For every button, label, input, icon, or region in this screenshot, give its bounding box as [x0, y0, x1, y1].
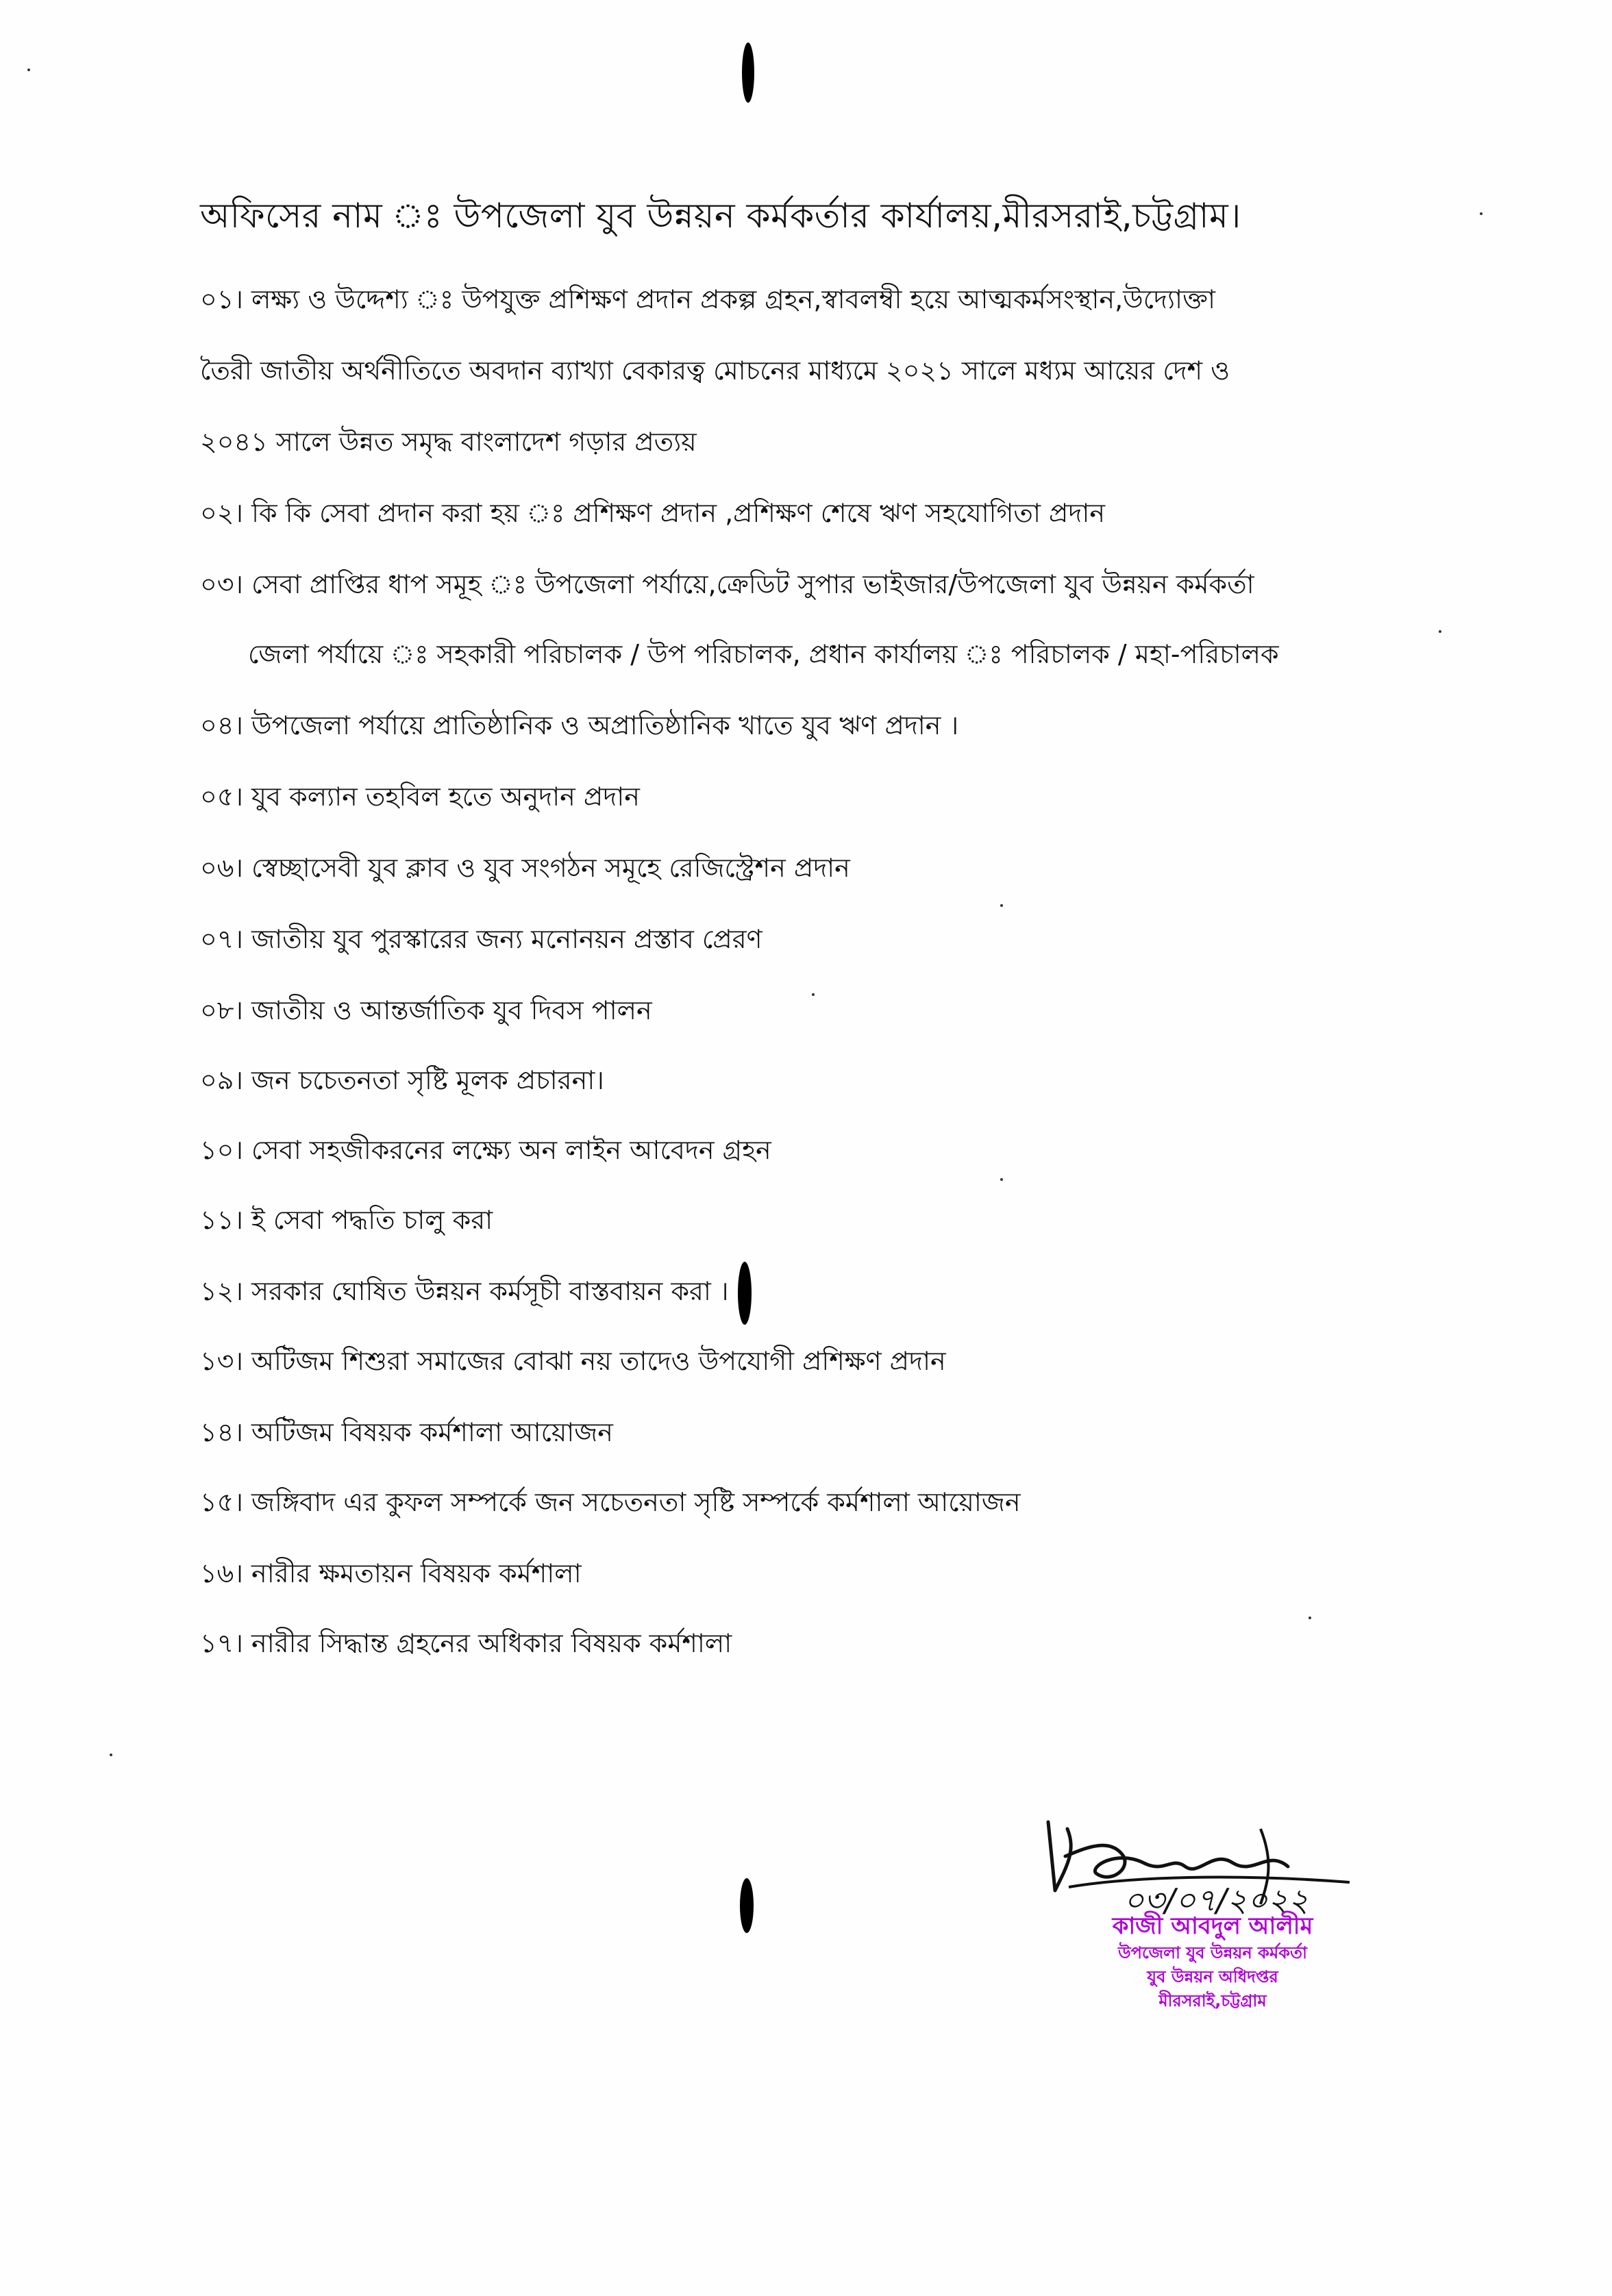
scan-dot	[1000, 1178, 1003, 1181]
item-13: ১৩। অটিজম শিশুরা সমাজের বোঝা নয় তাদেও উপযোগী প্রশিক্ষণ প্রদান	[200, 1346, 946, 1376]
stamp-department: যুব উন্নয়ন অধিদপ্তর	[1147, 1967, 1278, 1986]
item-03-line-1: ০৩। সেবা প্রাপ্তির ধাপ সমূহ ঃ উপজেলা পর্যায়ে,ক্রেডিট সুপার ভাইজার/উপজেলা যুব উন্নয়ন কর্মকর্তা	[200, 569, 1254, 599]
scan-mark-top	[742, 42, 754, 103]
item-06: ০৬। স্বেচ্ছাসেবী যুব ক্লাব ও যুব সংগঠন সমূহে রেজিস্ট্রেশন প্রদান	[200, 853, 850, 883]
signature-date: ০৩/০৭/২০২২	[1124, 1882, 1309, 1919]
item-17: ১৭। নারীর সিদ্ধান্ত গ্রহনের অধিকার বিষয়ক কর্মশালা	[200, 1628, 732, 1658]
scan-dot	[1439, 630, 1441, 633]
item-01-line-2: তৈরী জাতীয় অর্থনীতিতে অবদান ব্যাখ্যা বেকারত্ব মোচনের মাধ্যমে ২০২১ সালে মধ্যম আয়ের দেশ ও	[200, 355, 1230, 386]
stamp-name: কাজী আবদুল আলীম	[1112, 1912, 1313, 1940]
item-09: ০৯। জন চচেতনতা সৃষ্টি মূলক প্রচারনা।	[200, 1065, 604, 1095]
official-stamp	[1048, 1911, 1377, 2013]
item-16: ১৬। নারীর ক্ষমতায়ন বিষয়ক কর্মশালা	[200, 1558, 582, 1588]
item-12: ১২। সরকার ঘোষিত উন্নয়ন কর্মসূচী বাস্তবায়ন করা ।	[200, 1276, 729, 1306]
item-01-line-3: ২০৪১ সালে উন্নত সমৃদ্ধ বাংলাদেশ গড়ার প্রত্যয়	[200, 427, 697, 457]
item-01-line-1: ০১। লক্ষ্য ও উদ্দেশ্য ঃ উপযুক্ত প্রশিক্ষণ প্রদান প্রকল্প গ্রহন,স্বাবলম্বী হয়ে আত্মকর্মসংস্থান,উদ্যোক্তা	[200, 284, 1215, 314]
item-07: ০৭। জাতীয় যুব পুরস্কারের জন্য মনোনয়ন প্রস্তাব প্রেরণ	[200, 924, 762, 954]
item-11: ১১। ই সেবা পদ্ধতি চালু করা	[200, 1205, 493, 1235]
item-05: ০৫। যুব কল্যান তহবিল হতে অনুদান প্রদান	[200, 782, 640, 812]
stamp-designation: উপজেলা যুব উন্নয়ন কর্মকর্তা	[1118, 1943, 1307, 1963]
item-02: ০২। কি কি সেবা প্রদান করা হয় ঃ প্রশিক্ষণ প্রদান ,প্রশিক্ষণ শেষে ঋণ সহযোগিতা প্রদান	[200, 498, 1106, 528]
item-03-line-2: জেলা পর্যায়ে ঃ সহকারী পরিচালক / উপ পরিচালক, প্রধান কার্যালয় ঃ পরিচালক / মহা-পরিচালক	[248, 639, 1279, 669]
scan-dot	[110, 1754, 112, 1756]
scan-dot	[1309, 1617, 1311, 1619]
scan-dot	[1480, 212, 1483, 215]
item-04: ০৪। উপজেলা পর্যায়ে প্রাতিষ্ঠানিক ও অপ্রাতিষ্ঠানিক খাতে যুব ঋণ প্রদান ।	[200, 710, 959, 740]
document-title: অফিসের নাম ঃ উপজেলা যুব উন্নয়ন কর্মকর্তার কার্যালয়,মীরসরাই,চট্টগ্রাম।	[200, 196, 1241, 236]
scan-dot	[812, 993, 815, 996]
stamp-location: মীরসরাই,চট্টগ্রাম	[1158, 1991, 1267, 2010]
scan-dot	[1000, 904, 1003, 907]
item-08: ০৮। জাতীয় ও আন্তর্জাতিক যুব দিবস পালন	[200, 995, 652, 1025]
item-10: ১০। সেবা সহজীকরনের লক্ষ্যে অন লাইন আবেদন গ্রহন	[200, 1135, 771, 1165]
scan-dot	[27, 68, 30, 71]
scan-mark-middle	[738, 1262, 752, 1325]
item-15: ১৫। জঙ্গিবাদ এর কুফল সম্পর্কে জন সচেতনতা সৃষ্টি সম্পর্কে কর্মশালা আয়োজন	[200, 1487, 1021, 1517]
scan-mark-bottom	[740, 1878, 754, 1933]
item-14: ১৪। অটিজম বিষয়ক কর্মশালা আয়োজন	[200, 1417, 613, 1447]
